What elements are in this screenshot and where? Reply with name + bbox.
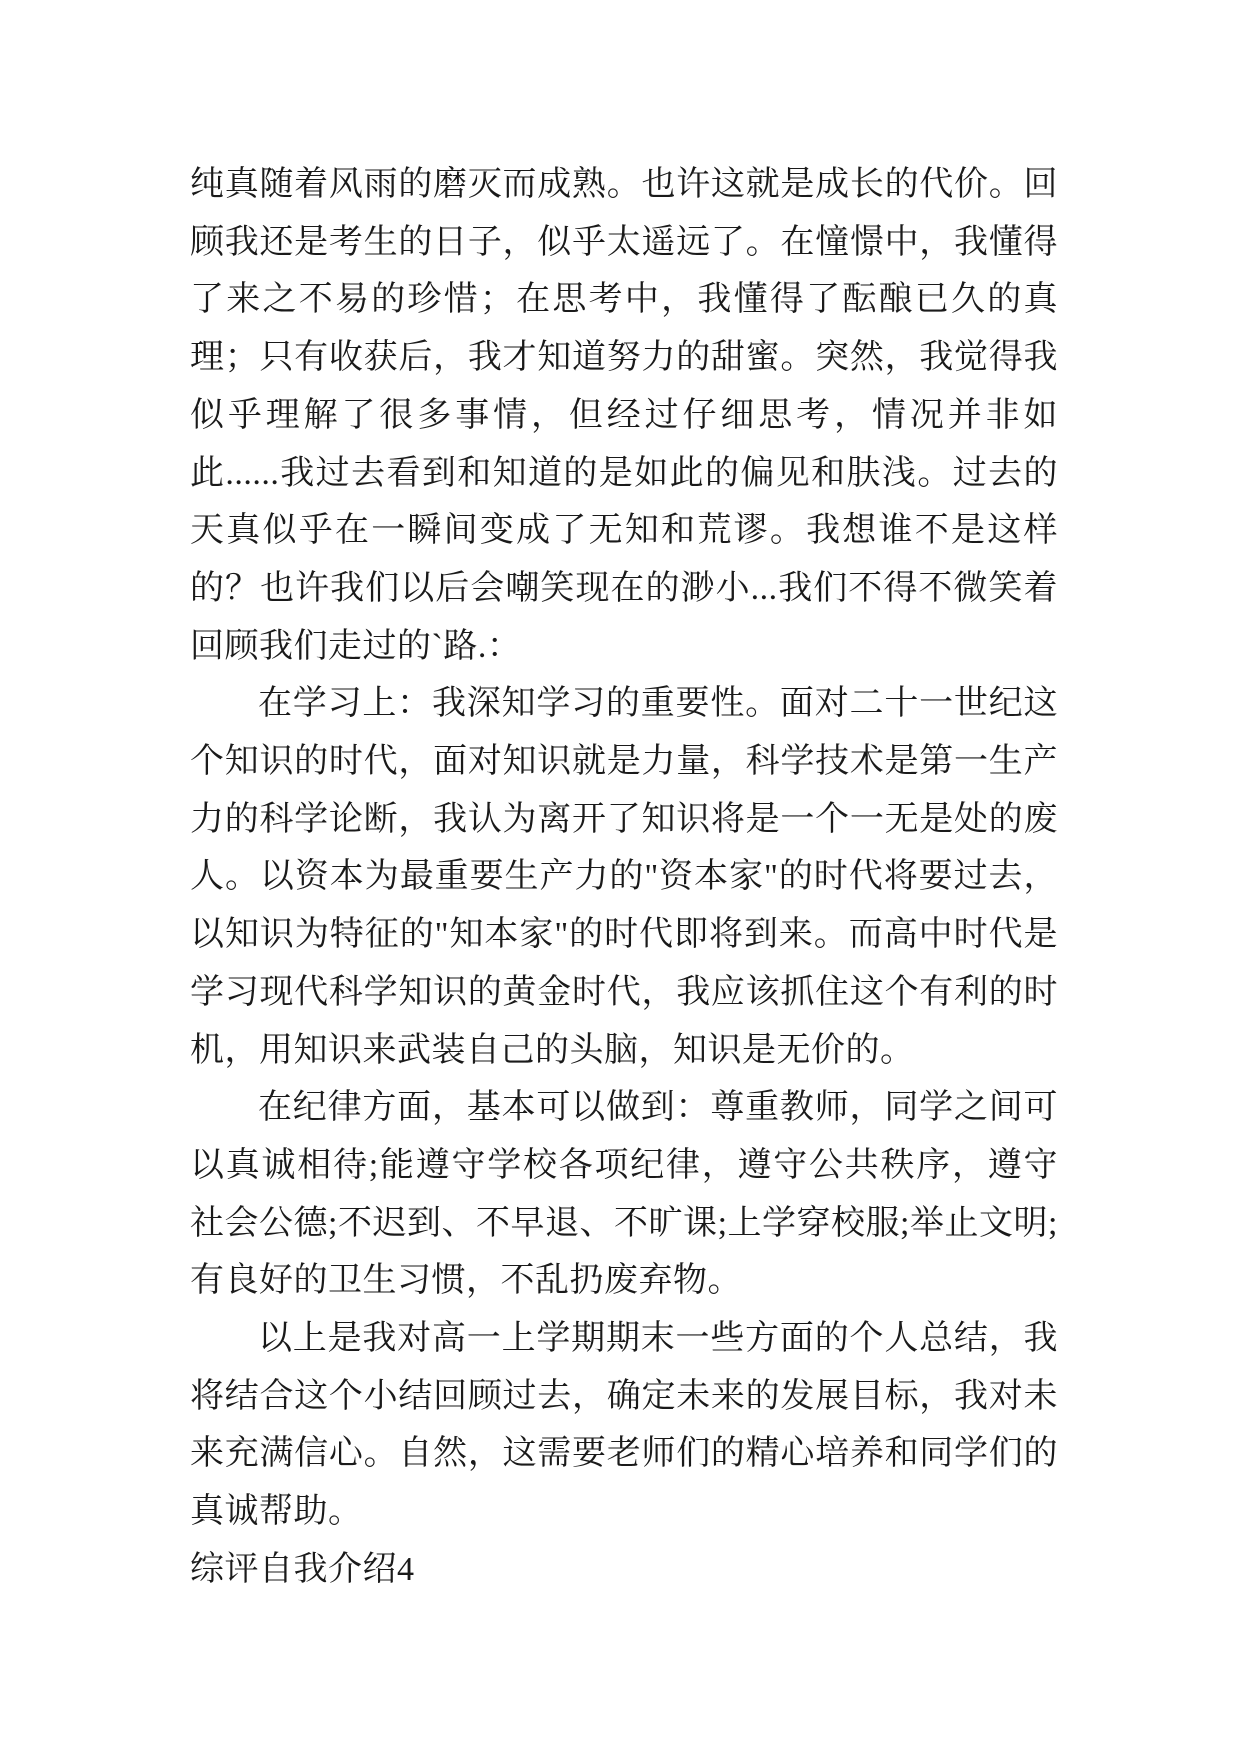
page-text-block bbox=[190, 156, 1058, 1599]
paragraph-study: 在学习上：我深知学习的重要性。面对二十一世纪这个知识的时代，面对知识就是力量，科学技术是第一生产力的科学论断，我认为离开了知识将是一个一无是处的废人。以资本为最重要生产力的"资本家"的时代将要过去，以知识为特征的"知本家"的时代即将到来。而高中时代是学习现代科学知识的黄金时代，我应该抓住这个有利的时机，用知识来武装自己的头脑，知识是无价的。 bbox=[190, 685, 1058, 1069]
paragraph-discipline: 在纪律方面，基本可以做到：尊重教师，同学之间可以真诚相待;能遵守学校各项纪律，遵守公共秩序，遵守社会公德;不迟到、不早退、不旷课;上学穿校服;举止文明;有良好的卫生习惯，不乱扔废弃物。 bbox=[190, 1089, 1058, 1300]
paragraph-summary: 以上是我对高一上学期期末一些方面的个人总结，我将结合这个小结回顾过去，确定未来的发展目标，我对未来充满信心。自然，这需要老师们的精心培养和同学们的真诚帮助。 bbox=[190, 1320, 1058, 1531]
section-title-self-introduction-4: 综评自我介绍4 bbox=[190, 1550, 415, 1588]
paragraph-growth-reflection: 纯真随着风雨的磨灭而成熟。也许这就是成长的代价。回顾我还是考生的日子，似乎太遥远了。在憧憬中，我懂得了来之不易的珍惜；在思考中，我懂得了酝酿已久的真理；只有收获后，我才知道努力的甜蜜。突然，我觉得我似乎理解了很多事情，但经过仔细思考，情况并非如此......我过去看到和知道的是如此的偏见和肤浅。过去的天真似乎在一瞬间变成了无知和荒谬。我想谁不是这样的？也许我们以后会嘲笑现在的渺小...我们不得不微笑着回顾我们走过的`路.： bbox=[190, 166, 1058, 665]
